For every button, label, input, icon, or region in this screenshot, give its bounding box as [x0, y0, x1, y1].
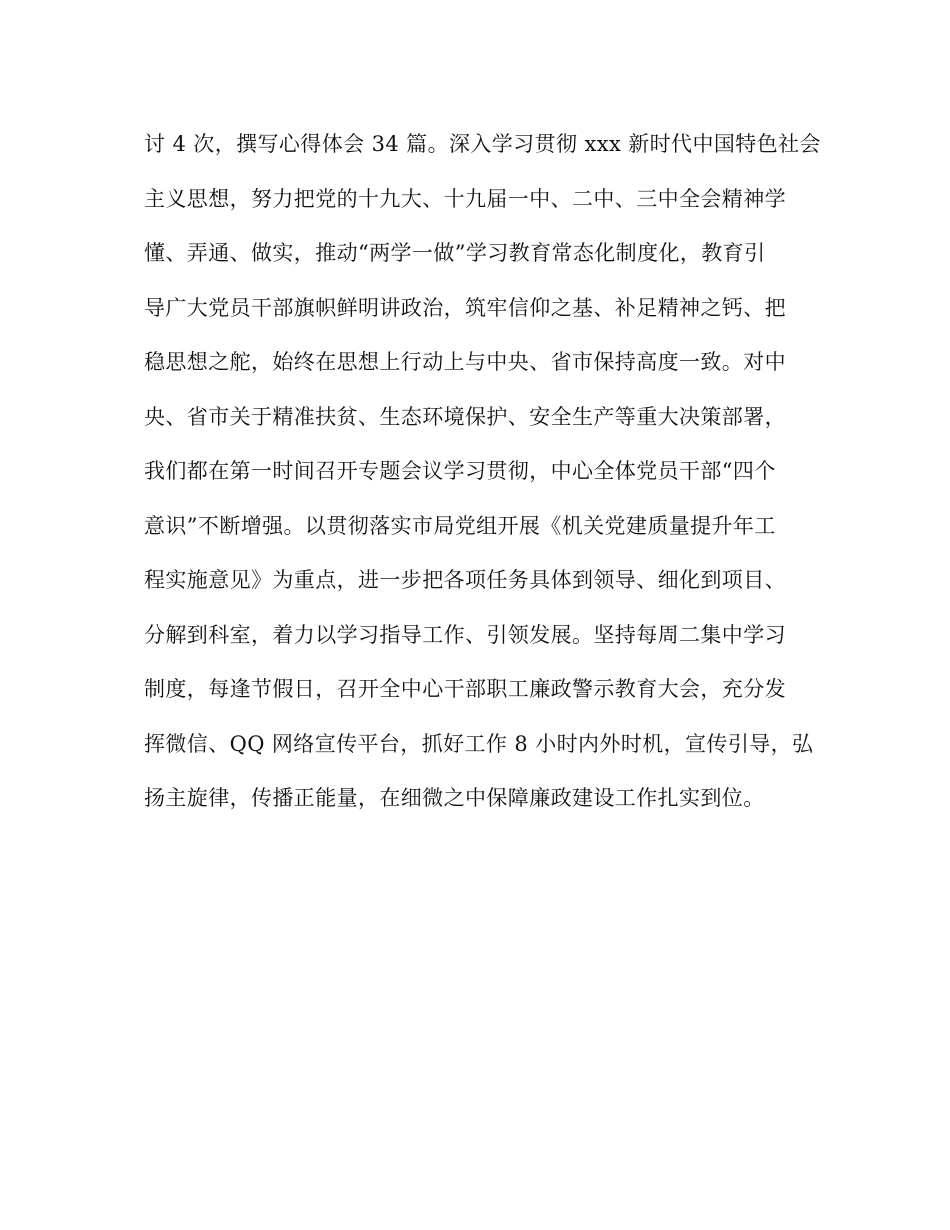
text-line-5: 稳思想之舵，始终在思想上行动上与中央、省市保持高度一致。对中	[144, 350, 786, 374]
text-line-6: 央、省市关于精准扶贫、生态环境保护、安全生产等重大决策部署，	[144, 404, 786, 429]
text-line-4: 导广大党员干部旗帜鲜明讲政治，筑牢信仰之基、补足精神之钙、把	[144, 295, 786, 320]
text-line-2: 主义思想，努力把党的十九大、十九届一中、二中、三中全会精神学	[144, 186, 786, 211]
text-line-7: 我们都在第一时间召开专题会议学习贯彻，中心全体党员干部“四个	[144, 459, 776, 483]
body-paragraph	[144, 122, 821, 831]
text-line-3: 懂、弄通、做实，推动“两学一做”学习教育常态化制度化，教育引	[144, 241, 766, 265]
text-line-8: 意识”不断增强。以贯彻落实市局党组开展《机关党建质量提升年工	[144, 513, 776, 538]
text-line-11: 制度，每逢节假日，召开全中心干部职工廉政警示教育大会，充分发	[144, 677, 786, 701]
text-line-1: 讨 4 次，撰写心得体会 34 篇。深入学习贯彻 xxx 新时代中国特色社会	[144, 132, 821, 156]
text-line-9: 程实施意见》为重点，进一步把各项任务具体到领导、细化到项目、	[144, 568, 786, 592]
text-line-13: 扬主旋律，传播正能量，在细微之中保障廉政建设工作扎实到位。	[144, 786, 765, 810]
text-line-10: 分解到科室，着力以学习指导工作、引领发展。坚持每周二集中学习	[144, 622, 786, 647]
text-line-12: 挥微信、QQ 网络宣传平台，抓好工作 8 小时内外时机，宣传引导，弘	[144, 731, 814, 756]
